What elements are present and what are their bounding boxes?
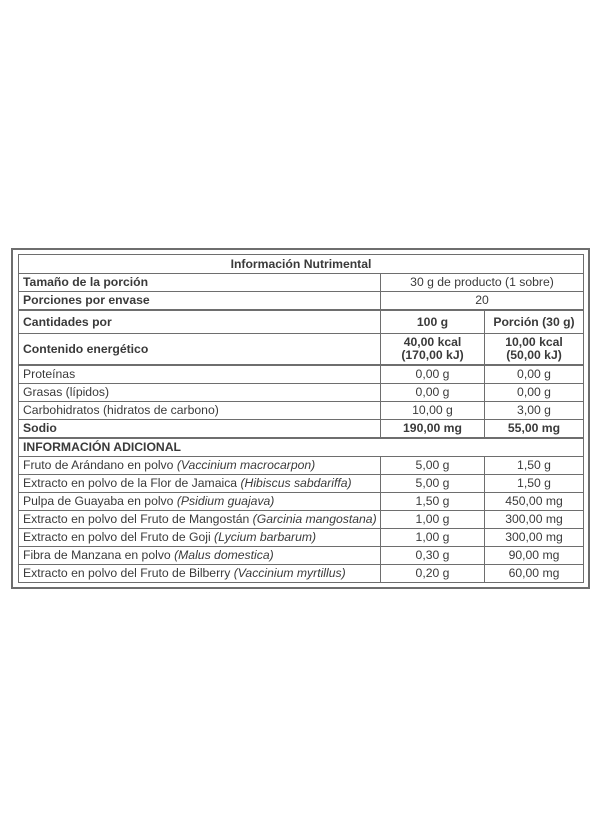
- table-row: [19, 493, 584, 511]
- energy-label: Contenido energético: [19, 334, 381, 366]
- ingredient-serving: 300,00 mg: [485, 529, 584, 547]
- table-row: [19, 475, 584, 493]
- energy-serving-kj: (50,00 kJ): [506, 348, 562, 362]
- ingredient-100g: 1,50 g: [381, 493, 485, 511]
- nutrient-serving: 55,00 mg: [485, 420, 584, 439]
- table-row: [19, 547, 584, 565]
- table-row: [19, 420, 584, 439]
- ingredient-latin-name: (Vaccinium macrocarpon): [176, 458, 316, 472]
- serving-size-label: Tamaño de la porción: [19, 274, 381, 292]
- additional-info-header: INFORMACIÓN ADICIONAL: [19, 438, 584, 457]
- ingredient-latin-name: (Vaccinium myrtillus): [233, 566, 346, 580]
- nutrition-facts-label: [11, 248, 590, 589]
- nutrient-serving: 0,00 g: [485, 384, 584, 402]
- serving-size-value: 30 g de producto (1 sobre): [381, 274, 584, 292]
- table-row: [19, 529, 584, 547]
- ingredient-serving: 90,00 mg: [485, 547, 584, 565]
- amounts-per-label: Cantidades por: [19, 310, 381, 334]
- ingredient-label: [19, 457, 381, 475]
- ingredient-name: Fibra de Manzana en polvo: [23, 548, 171, 562]
- ingredient-100g: 0,30 g: [381, 547, 485, 565]
- ingredient-name: Extracto en polvo de la Flor de Jamaica: [23, 476, 238, 490]
- ingredient-name: Extracto en polvo del Fruto de Goji: [23, 530, 211, 544]
- energy-100g-kcal: 40,00 kcal: [403, 335, 462, 349]
- ingredient-serving: 1,50 g: [485, 457, 584, 475]
- nutrient-serving: 3,00 g: [485, 402, 584, 420]
- column-header-100g: 100 g: [381, 310, 485, 334]
- ingredient-serving: 1,50 g: [485, 475, 584, 493]
- ingredient-label: [19, 493, 381, 511]
- table-title: Información Nutrimental: [19, 255, 584, 274]
- ingredient-label: [19, 511, 381, 529]
- ingredient-latin-name: (Psidium guajava): [176, 494, 275, 508]
- nutrient-label: Proteínas: [19, 365, 381, 384]
- ingredient-100g: 1,00 g: [381, 511, 485, 529]
- ingredient-name: Extracto en polvo del Fruto de Bilberry: [23, 566, 231, 580]
- table-row: [19, 402, 584, 420]
- table-row: [19, 565, 584, 583]
- table-row: [19, 365, 584, 384]
- energy-serving-kcal: 10,00 kcal: [505, 335, 563, 349]
- nutrient-label: Grasas (lípidos): [19, 384, 381, 402]
- nutrient-serving: 0,00 g: [485, 365, 584, 384]
- ingredient-name: Fruto de Arándano en polvo: [23, 458, 174, 472]
- table-row: [19, 384, 584, 402]
- nutrient-100g: 0,00 g: [381, 384, 485, 402]
- ingredient-label: [19, 547, 381, 565]
- ingredient-serving: 450,00 mg: [485, 493, 584, 511]
- ingredient-label: [19, 529, 381, 547]
- ingredient-serving: 60,00 mg: [485, 565, 584, 583]
- nutrient-label: Sodio: [19, 420, 381, 439]
- servings-per-container-label: Porciones por envase: [19, 292, 381, 311]
- table-row: [19, 457, 584, 475]
- ingredient-latin-name: (Garcinia mangostana): [252, 512, 377, 526]
- table-row: [19, 511, 584, 529]
- ingredient-name: Pulpa de Guayaba en polvo: [23, 494, 174, 508]
- ingredient-100g: 5,00 g: [381, 475, 485, 493]
- ingredient-100g: 1,00 g: [381, 529, 485, 547]
- ingredient-100g: 5,00 g: [381, 457, 485, 475]
- nutrient-label: Carbohidratos (hidratos de carbono): [19, 402, 381, 420]
- ingredient-latin-name: (Malus domestica): [174, 548, 274, 562]
- energy-100g-kj: (170,00 kJ): [401, 348, 464, 362]
- nutrient-100g: 10,00 g: [381, 402, 485, 420]
- ingredient-latin-name: (Lycium barbarum): [214, 530, 317, 544]
- ingredient-serving: 300,00 mg: [485, 511, 584, 529]
- ingredient-latin-name: (Hibiscus sabdariffa): [240, 476, 352, 490]
- ingredient-label: [19, 475, 381, 493]
- ingredient-100g: 0,20 g: [381, 565, 485, 583]
- ingredient-name: Extracto en polvo del Fruto de Mangostán: [23, 512, 250, 526]
- energy-100g: [381, 334, 485, 366]
- nutrient-100g: 190,00 mg: [381, 420, 485, 439]
- nutrient-100g: 0,00 g: [381, 365, 485, 384]
- nutrition-table: [18, 254, 584, 583]
- energy-serving: [485, 334, 584, 366]
- ingredient-label: [19, 565, 381, 583]
- column-header-serving: Porción (30 g): [485, 310, 584, 334]
- servings-per-container-value: 20: [381, 292, 584, 311]
